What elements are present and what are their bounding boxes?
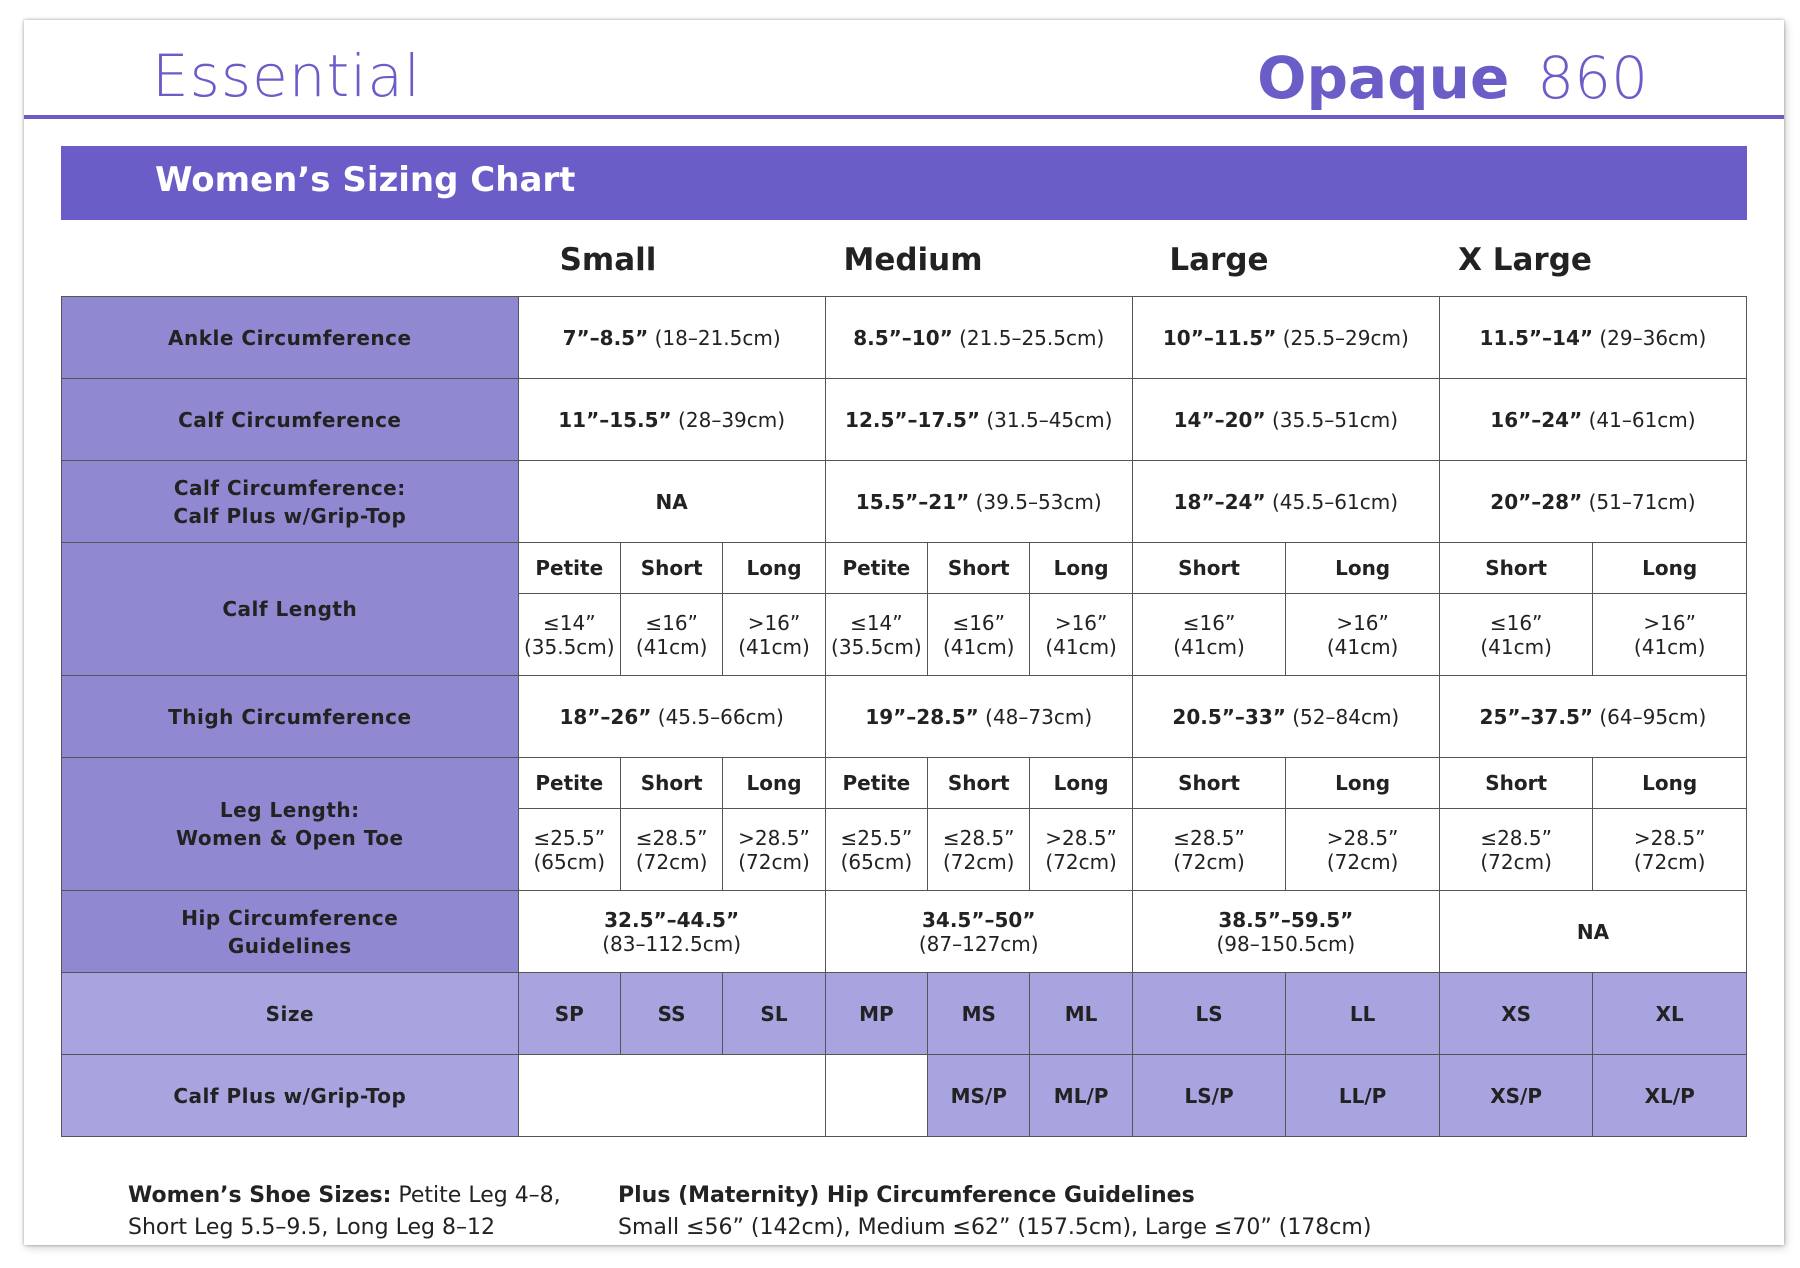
product-name [1257,44,1648,112]
calf-length-value: ≤16” (41cm) [928,594,1030,676]
leg-length-value: ≤25.5” (65cm) [518,809,620,891]
leg-length-sub: Long [1030,758,1132,809]
cell-thigh-medium: 19”–28.5” (48–73cm) [825,676,1132,758]
calf-length-value: ≤16” (41cm) [1439,594,1593,676]
size-code: LL [1286,973,1440,1055]
sizing-card [24,20,1784,1245]
table-row [62,379,1747,461]
cell-ankle-xlarge: 11.5”–14” (29–36cm) [1439,297,1746,379]
leg-length-sub: Long [723,758,825,809]
table-row [62,973,1747,1055]
column-header-large: Large [1169,242,1269,278]
leg-length-sub: Short [620,758,722,809]
table-row [62,297,1747,379]
cell-thigh-large: 20.5”–33” (52–84cm) [1132,676,1439,758]
calf-length-value: >16” (41cm) [1030,594,1132,676]
calf-length-sub: Long [723,543,825,594]
cell-hip-large: 38.5”–59.5” (98–150.5cm) [1132,891,1439,973]
size-code: MS [928,973,1030,1055]
table-row [62,1055,1747,1137]
column-header-medium: Medium [843,242,983,278]
cell-ankle-small: 7”–8.5” (18–21.5cm) [518,297,825,379]
size-code: SP [518,973,620,1055]
leg-length-value: ≤25.5” (65cm) [825,809,927,891]
calf-length-sub: Petite [518,543,620,594]
product-model: 860 [1537,44,1648,112]
cell-calf-large: 14”–20” (35.5–51cm) [1132,379,1439,461]
size-code: MP [825,973,927,1055]
calf-length-value: >16” (41cm) [1593,594,1747,676]
leg-length-sub: Short [928,758,1030,809]
calf-length-value: >16” (41cm) [1286,594,1440,676]
cell-ankle-medium: 8.5”–10” (21.5–25.5cm) [825,297,1132,379]
grip-size-code: LL/P [1286,1055,1440,1137]
row-label-ankle: Ankle Circumference [62,297,519,379]
cell-calfplus-medium: 15.5”–21” (39.5–53cm) [825,461,1132,543]
size-code: XL [1593,973,1747,1055]
calf-length-sub: Short [928,543,1030,594]
column-header-xlarge: X Large [1458,242,1592,278]
maternity-hip-note: Plus (Maternity) Hip Circumference Guidelines Small ≤56” (142cm), Medium ≤62” (157.5cm), Large ≤70” (178cm) [618,1183,1372,1240]
cell-calfplus-xlarge: 20”–28” (51–71cm) [1439,461,1746,543]
row-label-hip: Hip Circumference Guidelines [62,891,519,973]
row-label-grip-top: Calf Plus w/Grip-Top [62,1055,519,1137]
grip-size-code: ML/P [1030,1055,1132,1137]
leg-length-sub: Petite [825,758,927,809]
column-header-small: Small [559,242,657,278]
calf-length-sub: Long [1593,543,1747,594]
product-brand: Opaque [1257,44,1510,112]
cell-calfplus-small: NA [518,461,825,543]
calf-length-sub: Long [1030,543,1132,594]
table-row [62,676,1747,758]
calf-length-sub: Long [1286,543,1440,594]
leg-length-value: >28.5” (72cm) [1593,809,1747,891]
sizing-table [61,296,1747,1137]
row-label-calf-plus: Calf Circumference: Calf Plus w/Grip-Top [62,461,519,543]
table-row [62,461,1747,543]
leg-length-sub: Petite [518,758,620,809]
cell-hip-small: 32.5”–44.5” (83–112.5cm) [518,891,825,973]
leg-length-value: ≤28.5” (72cm) [1439,809,1593,891]
calf-length-value: >16” (41cm) [723,594,825,676]
leg-length-value: ≤28.5” (72cm) [928,809,1030,891]
calf-length-value: ≤14” (35.5cm) [518,594,620,676]
chart-title: Women’s Sizing Chart [155,160,576,200]
grip-size-code: XS/P [1439,1055,1593,1137]
calf-length-value: ≤14” (35.5cm) [825,594,927,676]
cell-thigh-xlarge: 25”–37.5” (64–95cm) [1439,676,1746,758]
product-line-title: Essential [152,42,422,110]
size-code: SL [723,973,825,1055]
calf-length-sub: Short [1132,543,1286,594]
cell-calf-xlarge: 16”–24” (41–61cm) [1439,379,1746,461]
leg-length-sub: Long [1286,758,1440,809]
leg-length-value: >28.5” (72cm) [1286,809,1440,891]
cell-calfplus-large: 18”–24” (45.5–61cm) [1132,461,1439,543]
cell-hip-medium: 34.5”–50” (87–127cm) [825,891,1132,973]
calf-length-sub: Short [1439,543,1593,594]
shoe-size-note: Women’s Shoe Sizes: Petite Leg 4–8, Short Leg 5.5–9.5, Long Leg 8–12 [128,1183,561,1240]
size-code: SS [620,973,722,1055]
calf-length-sub: Petite [825,543,927,594]
cell-ankle-large: 10”–11.5” (25.5–29cm) [1132,297,1439,379]
chart-banner [61,146,1747,220]
cell-thigh-small: 18”–26” (45.5–66cm) [518,676,825,758]
empty-cell [518,1055,825,1137]
header-divider [24,115,1784,119]
leg-length-value: ≤28.5” (72cm) [1132,809,1286,891]
leg-length-sub: Short [1132,758,1286,809]
grip-size-code: XL/P [1593,1055,1747,1137]
calf-length-sub: Short [620,543,722,594]
row-label-leg-length: Leg Length: Women & Open Toe [62,758,519,891]
row-label-calf-length: Calf Length [62,543,519,676]
calf-length-value: ≤16” (41cm) [1132,594,1286,676]
leg-length-value: ≤28.5” (72cm) [620,809,722,891]
empty-cell [825,1055,927,1137]
leg-length-value: >28.5” (72cm) [1030,809,1132,891]
grip-size-code: LS/P [1132,1055,1286,1137]
cell-hip-xlarge: NA [1439,891,1746,973]
leg-length-sub: Short [1439,758,1593,809]
size-code: XS [1439,973,1593,1055]
cell-calf-small: 11”–15.5” (28–39cm) [518,379,825,461]
leg-length-sub: Long [1593,758,1747,809]
table-row [62,758,1747,809]
calf-length-value: ≤16” (41cm) [620,594,722,676]
cell-calf-medium: 12.5”–17.5” (31.5–45cm) [825,379,1132,461]
table-row [62,891,1747,973]
row-label-thigh: Thigh Circumference [62,676,519,758]
size-code: LS [1132,973,1286,1055]
row-label-calf: Calf Circumference [62,379,519,461]
size-code: ML [1030,973,1132,1055]
grip-size-code: MS/P [928,1055,1030,1137]
table-row [62,543,1747,594]
row-label-size: Size [62,973,519,1055]
leg-length-value: >28.5” (72cm) [723,809,825,891]
